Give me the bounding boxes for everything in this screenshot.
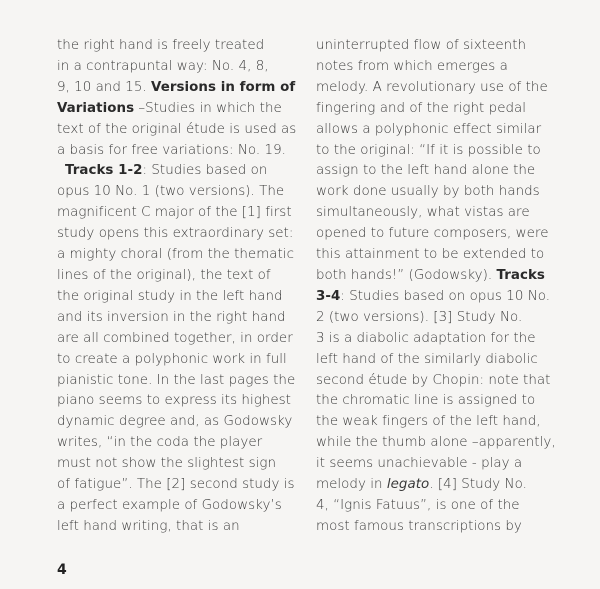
text-run: uninterrupted flow of sixteenth [316, 38, 527, 53]
text-run: a mighty choral (from the thematic [57, 247, 295, 263]
text-line [316, 99, 564, 120]
text-run: to the original: “If it is possible to [316, 142, 541, 158]
text-run: the original study in the left hand [57, 288, 283, 304]
text-line [316, 454, 564, 475]
text-line [57, 517, 305, 538]
text-run: must not show the slightest sign [57, 456, 277, 472]
italic-text-run: legato [386, 477, 430, 493]
bold-text-run: Tracks 1-2 [65, 163, 143, 179]
text-run: piano seems to express its highest [57, 393, 291, 409]
right-text-column [316, 36, 564, 538]
text-run: and its inversion in the right hand [57, 309, 286, 325]
text-run: the chromatic line is assigned to [316, 393, 536, 409]
text-line [316, 120, 564, 141]
text-line [316, 266, 564, 287]
text-line [316, 203, 564, 224]
text-run: of fatigue”. The [2] second study is [57, 477, 295, 493]
text-line [57, 36, 305, 57]
text-line [57, 412, 305, 433]
text-line [57, 287, 305, 308]
text-line [57, 245, 305, 266]
text-run: magnificent C major of the [1] first [57, 205, 292, 221]
text-run: 3 is a diabolic adaptation for the [316, 330, 536, 346]
text-run: left hand writing, that is an [57, 518, 240, 534]
text-line [57, 454, 305, 475]
text-run: melody in [316, 477, 387, 493]
text-line [316, 391, 564, 412]
text-line [316, 36, 564, 57]
text-run: a perfect example of Godowsky’s [57, 497, 282, 513]
text-line [57, 391, 305, 412]
text-line [316, 308, 564, 329]
text-run: . [4] Study No. [429, 477, 527, 493]
text-line [57, 329, 305, 350]
text-run: : Studies based on [142, 163, 268, 179]
bold-text-run: Tracks [496, 267, 545, 283]
text-line [316, 517, 564, 538]
text-run: 2 (two versions). [3] Study No. [316, 309, 523, 325]
text-line [316, 245, 564, 266]
text-run: the right hand is freely treated [57, 38, 265, 53]
text-line [316, 57, 564, 78]
text-line [316, 329, 564, 350]
text-line [57, 182, 305, 203]
text-run: a basis for free variations: No. 19. [57, 142, 286, 158]
text-run: allows a polyphonic effect similar [316, 121, 542, 137]
text-run: are all combined together, in order [57, 330, 293, 346]
page-number: 4 [57, 562, 67, 578]
text-run: simultaneously, what vistas are [316, 205, 530, 221]
text-run: in a contrapuntal way: No. 4, 8, [57, 58, 269, 74]
text-line [316, 141, 564, 162]
bold-text-run: Variations [57, 100, 135, 116]
text-run: study opens this extraordinary set: [57, 226, 294, 242]
text-run: second étude by Chopin: note that [316, 372, 551, 388]
text-line [316, 433, 564, 454]
text-line [57, 266, 305, 287]
text-run: it seems unachievable - play a [316, 456, 523, 472]
text-run: assign to the left hand alone the [316, 163, 536, 179]
text-run: pianistic tone. In the last pages the [57, 372, 296, 388]
text-line [316, 224, 564, 245]
text-line [57, 224, 305, 245]
text-run: opened to future composers, were [316, 226, 549, 242]
text-line [57, 475, 305, 496]
text-run: fingering and of the right pedal [316, 100, 527, 116]
bold-text-run: 3-4 [316, 288, 341, 304]
text-run: the weak fingers of the left hand, [316, 414, 541, 430]
text-line [316, 475, 564, 496]
text-run: opus 10 No. 1 (two versions). The [57, 184, 285, 200]
text-run: to create a polyphonic work in full [57, 351, 287, 367]
text-line [57, 120, 305, 141]
text-line [57, 350, 305, 371]
text-run: : Studies based on opus 10 No. [340, 288, 551, 304]
text-run: dynamic degree and, as Godowsky [57, 414, 293, 430]
text-line [316, 287, 564, 308]
text-run: notes from which emerges a [316, 58, 508, 74]
text-line [57, 99, 305, 120]
left-text-column [57, 36, 305, 538]
text-run: while the thumb alone –apparently, [316, 435, 556, 451]
text-line [57, 371, 305, 392]
text-run: 4, “Ignis Fatuus”, is one of the [316, 497, 520, 513]
text-run: melody. A revolutionary use of the [316, 79, 548, 95]
text-line [57, 203, 305, 224]
bold-text-run: Versions in form of [151, 79, 296, 95]
text-line [57, 78, 305, 99]
text-line [316, 496, 564, 517]
text-run: –Studies in which the [134, 100, 282, 116]
text-run: this attainment to be extended to [316, 247, 545, 263]
text-run: lines of the original), the text of [57, 267, 271, 283]
text-line [316, 161, 564, 182]
text-line [57, 141, 305, 162]
text-line [57, 57, 305, 78]
text-line [57, 161, 305, 182]
text-line [316, 78, 564, 99]
text-line [316, 182, 564, 203]
text-run: left hand of the similarly diabolic [316, 351, 538, 367]
text-run: most famous transcriptions by [316, 518, 522, 534]
text-run: writes, “in the coda the player [57, 435, 263, 451]
text-line [316, 350, 564, 371]
text-line [316, 412, 564, 433]
text-run: both hands!” (Godowsky). [316, 267, 497, 283]
text-run: text of the original étude is used as [57, 121, 297, 137]
text-line [57, 496, 305, 517]
text-line [57, 433, 305, 454]
text-line [57, 308, 305, 329]
text-run: 9, 10 and 15. [57, 79, 152, 95]
text-run: work done usually by both hands [316, 184, 540, 200]
text-line [316, 371, 564, 392]
